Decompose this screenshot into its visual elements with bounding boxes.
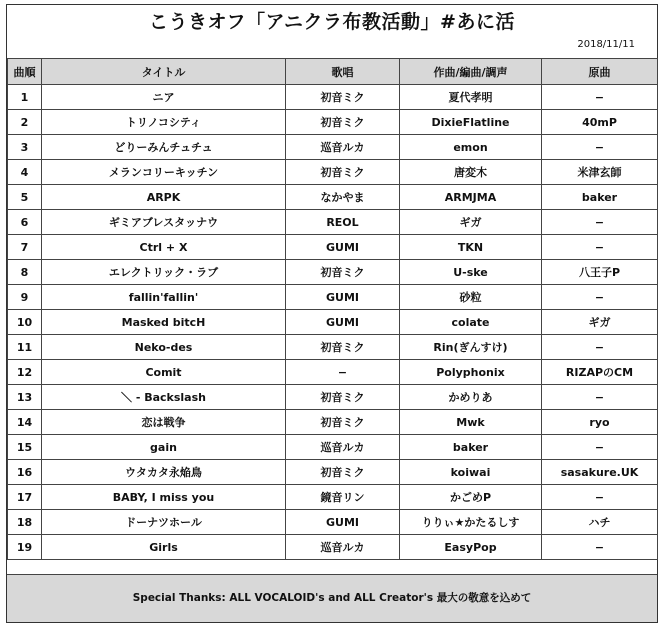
cell-original: RIZAPのCM (542, 360, 658, 385)
cell-original: sasakure.UK (542, 460, 658, 485)
cell-order: 3 (8, 135, 42, 160)
column-header-singer: 歌唱 (286, 59, 400, 85)
cell-singer: 巡音ルカ (286, 135, 400, 160)
cell-order: 11 (8, 335, 42, 360)
cell-composer: 唐変木 (400, 160, 542, 185)
cell-original: − (542, 135, 658, 160)
cell-original: ryo (542, 410, 658, 435)
cell-title: メランコリーキッチン (42, 160, 286, 185)
cell-original: − (542, 535, 658, 560)
table-row (8, 210, 658, 235)
cell-composer: かめりあ (400, 385, 542, 410)
cell-title: Masked bitcH (42, 310, 286, 335)
table-row (8, 85, 658, 110)
cell-composer: ARMJMA (400, 185, 542, 210)
cell-composer: Mwk (400, 410, 542, 435)
cell-composer: Rin(ぎんすけ) (400, 335, 542, 360)
cell-title: ＼ - Backslash (42, 385, 286, 410)
cell-title: ニア (42, 85, 286, 110)
cell-original: 40mP (542, 110, 658, 135)
table-row (8, 160, 658, 185)
cell-title: どりーみんチュチュ (42, 135, 286, 160)
cell-title: BABY, I miss you (42, 485, 286, 510)
cell-order: 10 (8, 310, 42, 335)
cell-original: − (542, 285, 658, 310)
cell-order: 12 (8, 360, 42, 385)
table-row (8, 185, 658, 210)
table-row (8, 435, 658, 460)
cell-singer: 初音ミク (286, 85, 400, 110)
cell-singer: 初音ミク (286, 110, 400, 135)
cell-original: ギガ (542, 310, 658, 335)
column-header-original: 原曲 (542, 59, 658, 85)
cell-singer: なかやま (286, 185, 400, 210)
table-row (8, 510, 658, 535)
table-row (8, 360, 658, 385)
table-row (8, 260, 658, 285)
table-row (8, 410, 658, 435)
column-header-composer: 作曲/編曲/調声 (400, 59, 542, 85)
cell-original: − (542, 235, 658, 260)
page-title: こうきオフ「アニクラ布教活動」#あに活 (149, 11, 515, 33)
cell-singer: REOL (286, 210, 400, 235)
cell-singer: GUMI (286, 285, 400, 310)
cell-singer: GUMI (286, 510, 400, 535)
table-header-row (8, 59, 658, 85)
cell-composer: baker (400, 435, 542, 460)
cell-singer: GUMI (286, 310, 400, 335)
table-row (8, 110, 658, 135)
cell-composer: DixieFlatline (400, 110, 542, 135)
cell-singer: GUMI (286, 235, 400, 260)
cell-order: 6 (8, 210, 42, 235)
table-row (8, 335, 658, 360)
cell-order: 15 (8, 435, 42, 460)
cell-title: Comit (42, 360, 286, 385)
cell-composer: Polyphonix (400, 360, 542, 385)
cell-title: Girls (42, 535, 286, 560)
cell-singer: 初音ミク (286, 160, 400, 185)
cell-original: − (542, 85, 658, 110)
cell-title: ARPK (42, 185, 286, 210)
cell-original: − (542, 485, 658, 510)
cell-singer: 初音ミク (286, 410, 400, 435)
cell-singer: − (286, 360, 400, 385)
cell-order: 9 (8, 285, 42, 310)
setlist-rows (8, 85, 658, 560)
cell-original: − (542, 385, 658, 410)
cell-order: 14 (8, 410, 42, 435)
cell-title: Neko-des (42, 335, 286, 360)
cell-original: ハチ (542, 510, 658, 535)
cell-title: エレクトリック・ラブ (42, 260, 286, 285)
cell-order: 1 (8, 85, 42, 110)
cell-original: 八王子P (542, 260, 658, 285)
cell-composer: 砂粒 (400, 285, 542, 310)
cell-composer: emon (400, 135, 542, 160)
cell-singer: 巡音ルカ (286, 535, 400, 560)
table-row (8, 285, 658, 310)
column-header-title: タイトル (42, 59, 286, 85)
date-label: 2018/11/11 (577, 39, 635, 50)
cell-composer: りりぃ★かたるしす (400, 510, 542, 535)
cell-original: baker (542, 185, 658, 210)
cell-title: fallin'fallin' (42, 285, 286, 310)
cell-order: 18 (8, 510, 42, 535)
cell-singer: 初音ミク (286, 460, 400, 485)
cell-original: − (542, 210, 658, 235)
cell-title: トリノコシティ (42, 110, 286, 135)
cell-order: 16 (8, 460, 42, 485)
cell-singer: 初音ミク (286, 385, 400, 410)
cell-original: 米津玄師 (542, 160, 658, 185)
special-thanks-footer: Special Thanks: ALL VOCALOID's and ALL Creator's 最大の敬意を込めて (7, 574, 657, 622)
cell-composer: ギガ (400, 210, 542, 235)
table-row (8, 235, 658, 260)
cell-order: 5 (8, 185, 42, 210)
table-row (8, 310, 658, 335)
cell-original: − (542, 435, 658, 460)
cell-order: 4 (8, 160, 42, 185)
cell-original: − (542, 335, 658, 360)
cell-order: 13 (8, 385, 42, 410)
column-header-order: 曲順 (8, 59, 42, 85)
cell-composer: かごめP (400, 485, 542, 510)
cell-title: gain (42, 435, 286, 460)
table-row (8, 485, 658, 510)
cell-composer: koiwai (400, 460, 542, 485)
cell-singer: 巡音ルカ (286, 435, 400, 460)
cell-title: ドーナツホール (42, 510, 286, 535)
cell-title: ギミアブレスタッナウ (42, 210, 286, 235)
cell-singer: 初音ミク (286, 335, 400, 360)
cell-composer: EasyPop (400, 535, 542, 560)
table-row (8, 135, 658, 160)
table-row (8, 385, 658, 410)
cell-title: Ctrl + X (42, 235, 286, 260)
cell-composer: 夏代孝明 (400, 85, 542, 110)
cell-singer: 初音ミク (286, 260, 400, 285)
cell-composer: colate (400, 310, 542, 335)
table-row (8, 460, 658, 485)
cell-title: 恋は戦争 (42, 410, 286, 435)
setlist-table (7, 58, 658, 560)
cell-composer: TKN (400, 235, 542, 260)
title-block (7, 5, 657, 58)
cell-composer: U-ske (400, 260, 542, 285)
cell-order: 2 (8, 110, 42, 135)
cell-singer: 鏡音リン (286, 485, 400, 510)
setlist-sheet (6, 4, 658, 623)
cell-order: 7 (8, 235, 42, 260)
cell-title: ウタカタ永焔鳥 (42, 460, 286, 485)
cell-order: 19 (8, 535, 42, 560)
cell-order: 17 (8, 485, 42, 510)
table-row (8, 535, 658, 560)
cell-order: 8 (8, 260, 42, 285)
